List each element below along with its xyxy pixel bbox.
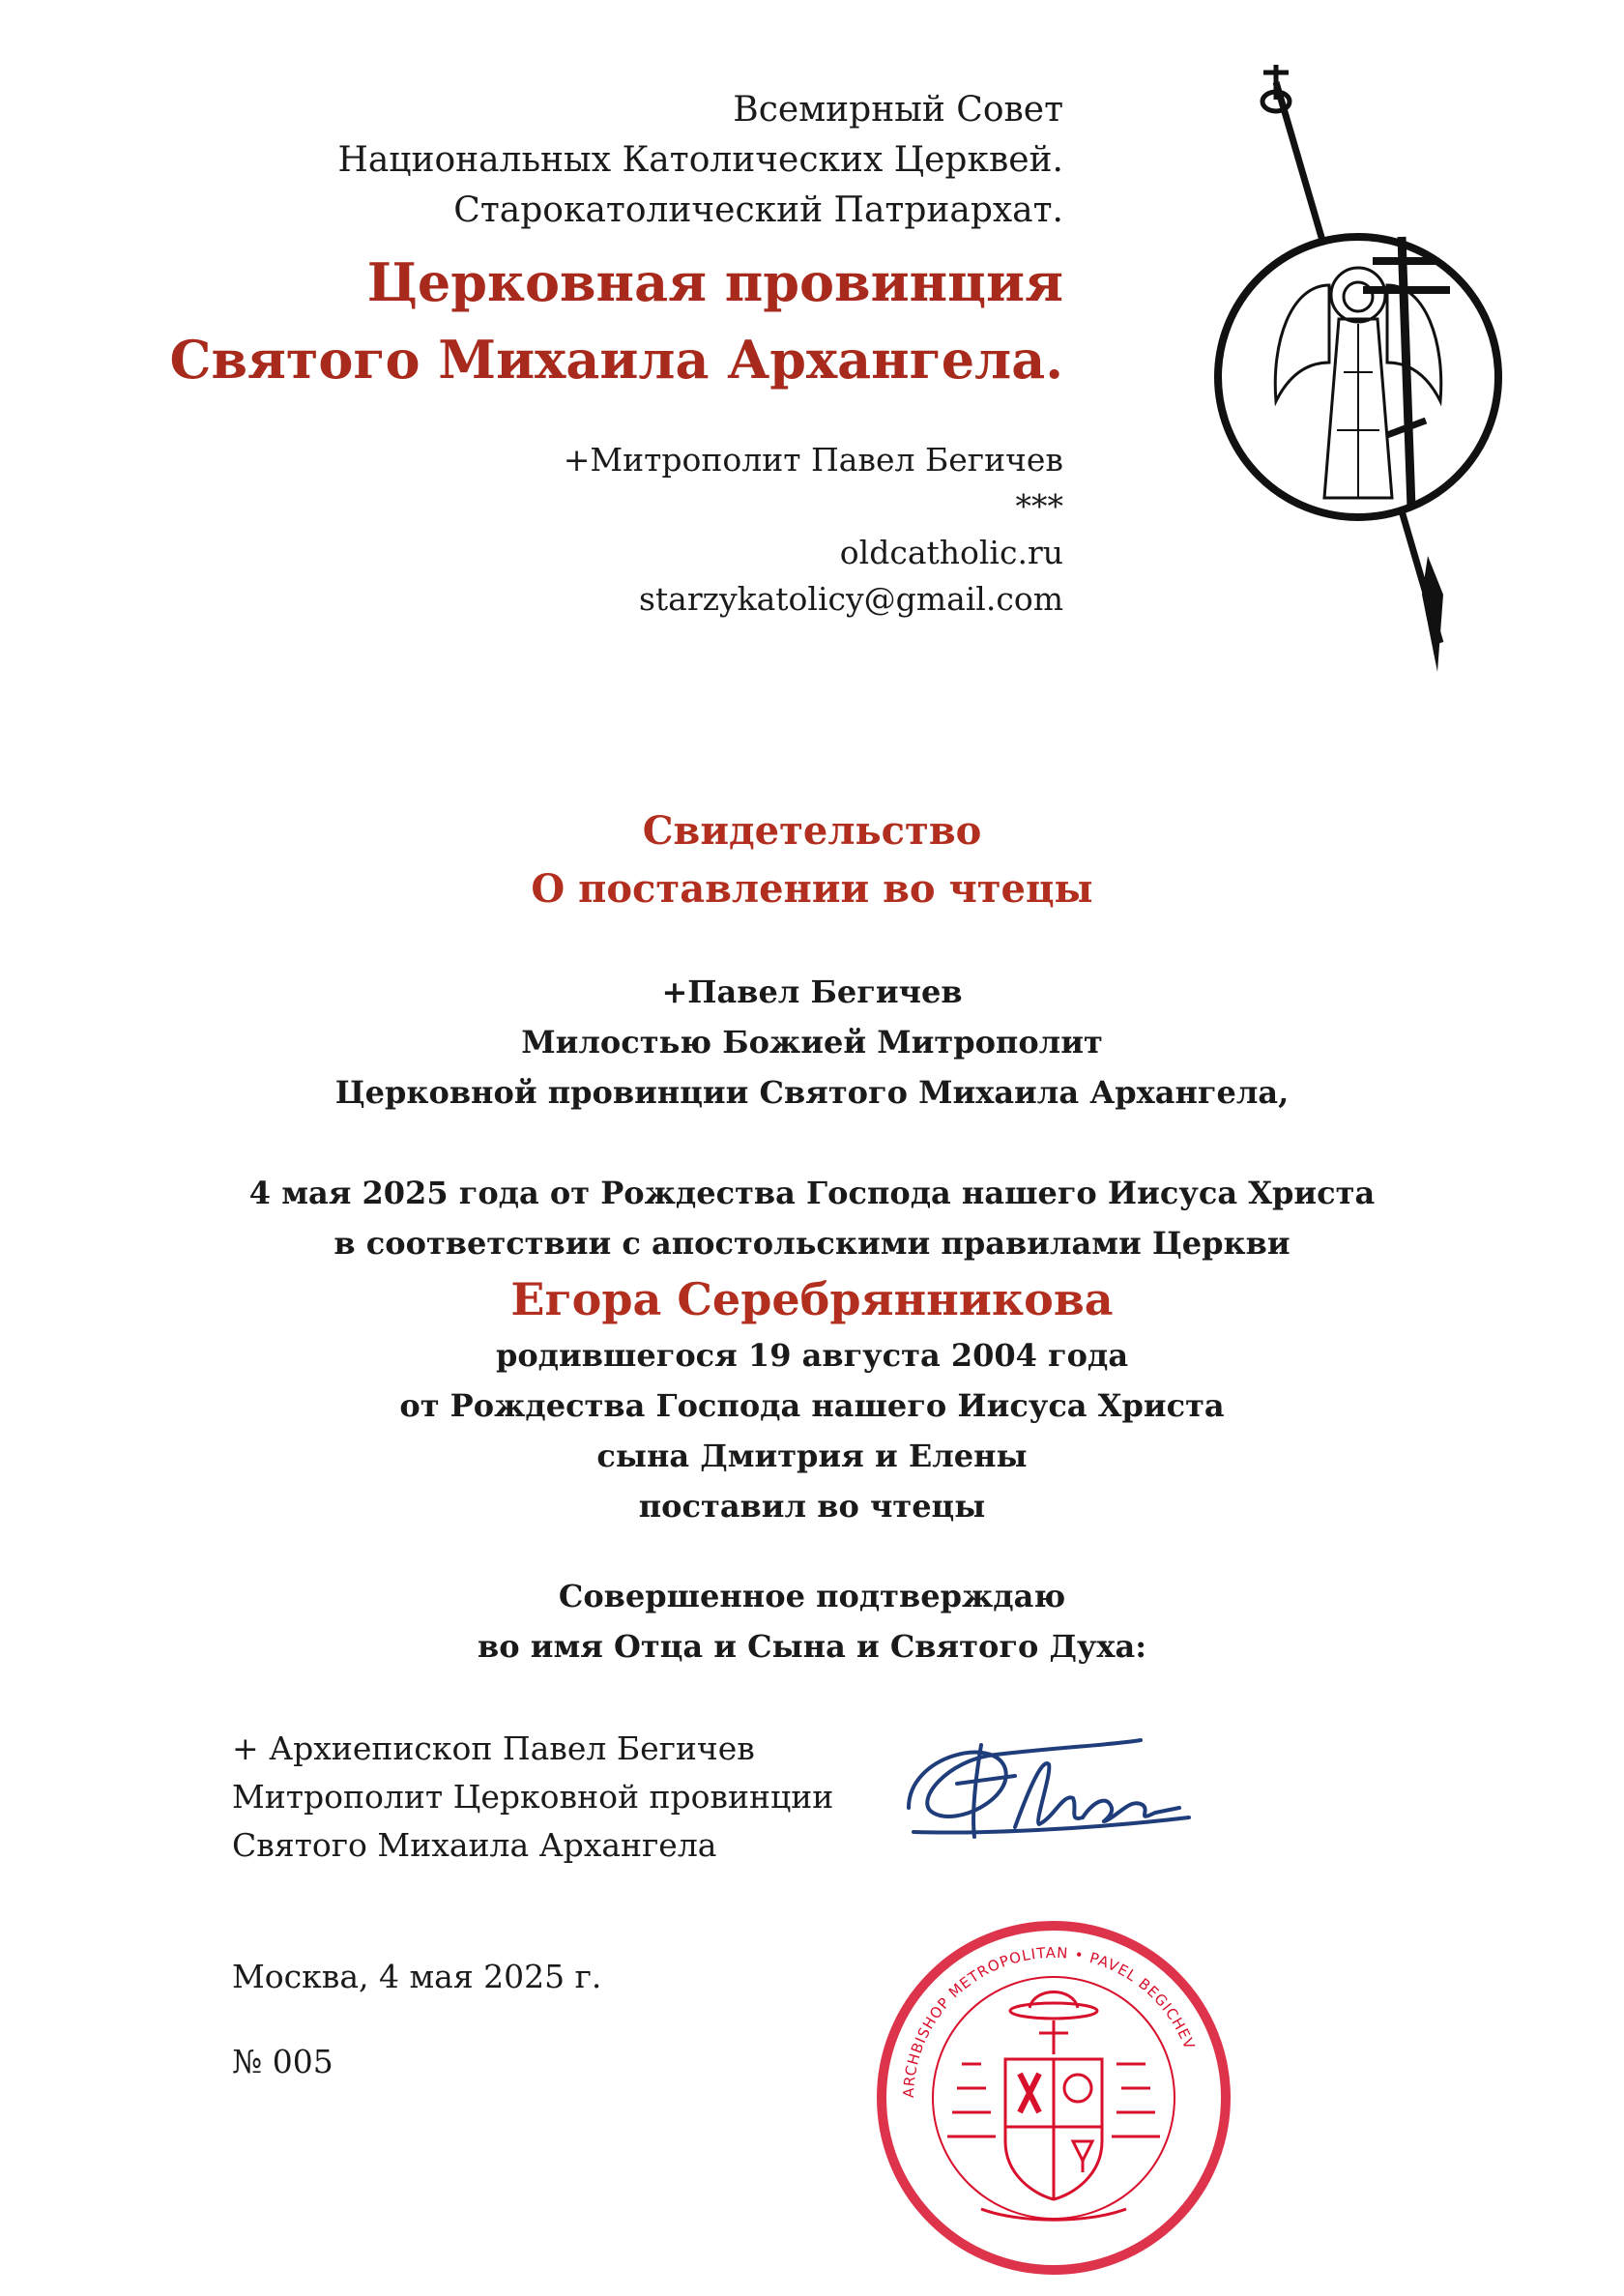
body-line: сына Дмитрия и Елены (596, 1438, 1028, 1474)
body-line: родившегося 19 августа 2004 года (495, 1337, 1129, 1374)
recipient-name: Егора Серебрянникова (510, 1273, 1114, 1325)
body-line: Церковной провинции Святого Михаила Архангела, (334, 1074, 1290, 1111)
patriarchate-name: Старокатолический Патриархат. (453, 190, 1063, 230)
website-link[interactable]: oldcatholic.ru (839, 534, 1063, 571)
certificate-body (0, 967, 1624, 1531)
signatory-line: Митрополит Церковной провинции (232, 1778, 834, 1816)
signatory-line: + Архиепископ Павел Бегичев (232, 1729, 755, 1767)
province-name-2: Святого Михаила Архангела. (169, 329, 1063, 391)
signatory-block (232, 1725, 833, 1870)
body-line: в соответствии с апостольскими правилами Церкви (334, 1225, 1290, 1262)
confirm-line: во имя Отца и Сына и Святого Духа: (477, 1628, 1146, 1665)
official-seal-icon (875, 1919, 1232, 2277)
document-number: № 005 (232, 2043, 334, 2080)
document-subtitle: О поставлении во чтецы (531, 866, 1093, 912)
place-date: Москва, 4 мая 2025 г. (232, 1958, 602, 1995)
province-name-1: Церковная провинция (366, 251, 1063, 313)
council-name-2: Национальных Католических Церквей. (337, 140, 1063, 180)
body-line: от Рождества Господа нашего Иисуса Христа (399, 1387, 1225, 1424)
seal-text: ARCHBISHOP METROPOLITAN • PAVEL BEGICHEV (899, 1943, 1199, 2099)
archangel-emblem-icon (1184, 53, 1522, 672)
body-line: поставил во чтецы (638, 1488, 986, 1525)
body-line: +Павел Бегичев (661, 974, 963, 1010)
metropolitan-name: +Митрополит Павел Бегичев (563, 441, 1063, 479)
confirm-line: Совершенное подтверждаю (558, 1578, 1066, 1614)
confirmation (0, 1571, 1624, 1671)
body-line: Милостью Божией Митрополит (521, 1024, 1103, 1061)
council-name: Всемирный Совет (733, 90, 1063, 130)
body-line: 4 мая 2025 года от Рождества Господа нашего Иисуса Христа (248, 1175, 1376, 1211)
document-title: Свидетельство (642, 808, 982, 854)
signatory-line: Святого Михаила Архангела (232, 1826, 717, 1864)
separator-stars: *** (1015, 487, 1063, 525)
letterhead (116, 85, 1063, 623)
handwritten-signature (889, 1716, 1208, 1851)
email-link[interactable]: starzykatolicy@gmail.com (638, 580, 1063, 618)
